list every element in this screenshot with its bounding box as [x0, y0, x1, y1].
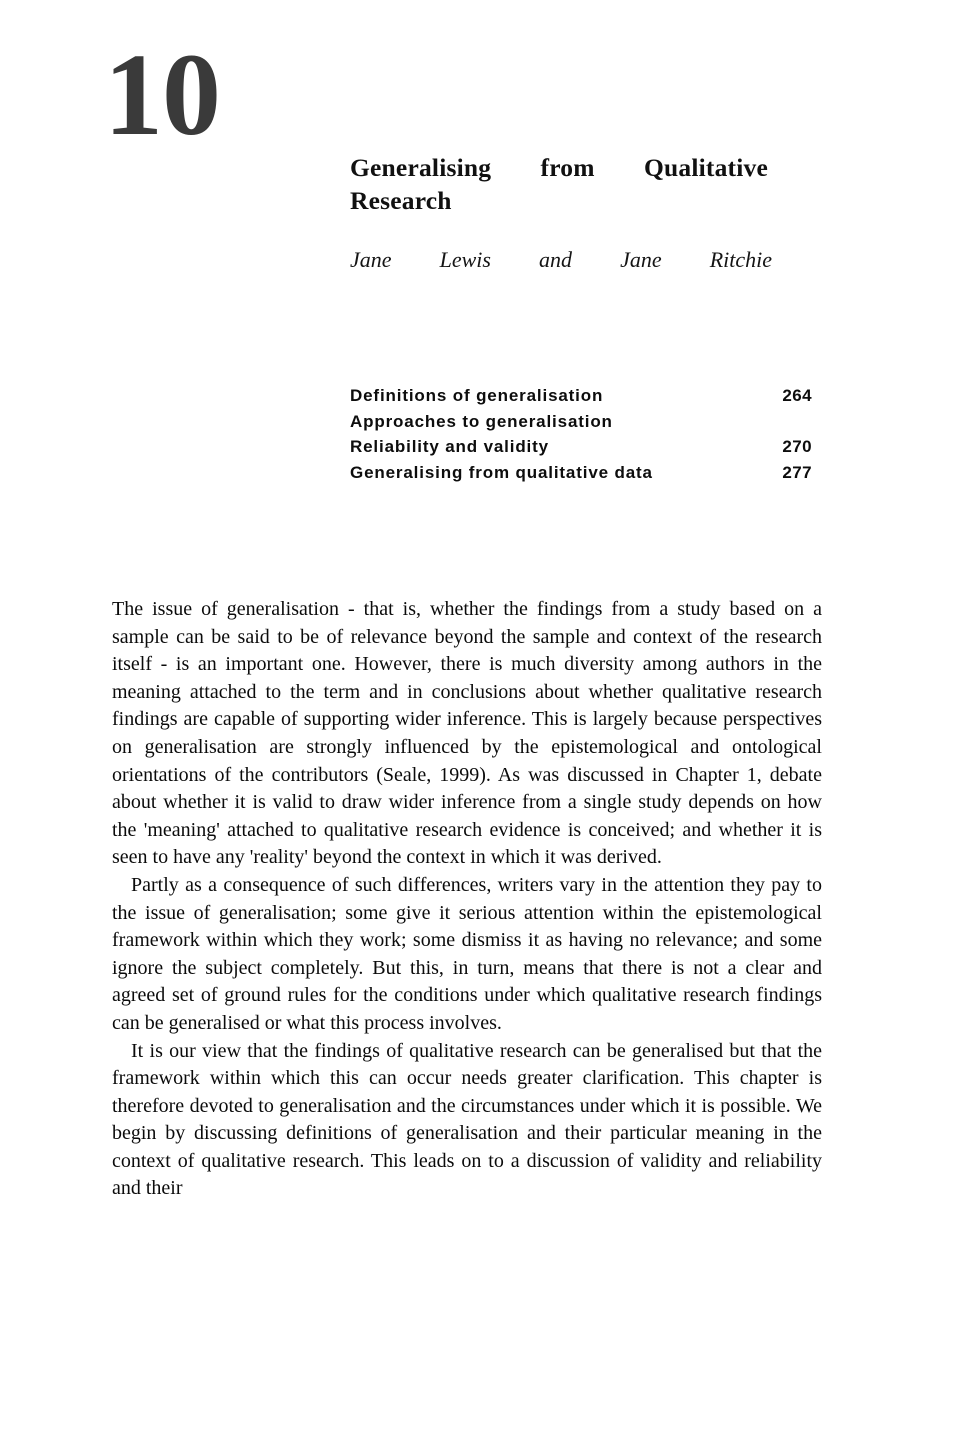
contents-row-label: Definitions of generalisation: [350, 386, 604, 405]
body-paragraph: Partly as a consequence of such differences, writers vary in the attention they pay to the issue of generalisation; some give it serious attention within the epistemological framework within which they work; some dismiss it as having no relevance; and some ignore the subject completely. But this, in turn, means that there is not a clear and agreed set of ground rules for the conditions under which qualitative research findings can be generalised or what this process involves.: [112, 873, 822, 1034]
contents-row-label: Generalising from qualitative data: [350, 462, 653, 482]
contents-row[interactable]: [350, 386, 812, 412]
contents-row-page: 277: [782, 462, 812, 482]
chapter-contents-list: [350, 386, 812, 488]
contents-row[interactable]: [350, 412, 812, 438]
contents-row-label: Reliability and validity: [350, 437, 549, 456]
contents-row[interactable]: [350, 463, 812, 489]
contents-row[interactable]: [350, 437, 812, 463]
contents-row-page: 264: [782, 386, 812, 405]
chapter-number: 10: [104, 29, 220, 160]
contents-row-page: 270: [782, 437, 812, 456]
body-paragraph: The issue of generalisation - that is, whether the findings from a study based on a sample can be said to be of relevance beyond the sample and context of the research itself - is an important one. However, there is much diversity among authors in the meaning attached to the term and in conclusions about whether qualitative research findings are capable of supporting wider inference. This is largely because perspectives on generalisation are strongly influenced by the epistemological and ontological orientations of the contributors (Seale, 1999). As was discussed in Chapter 1, debate about whether it is valid to draw wider inference from a single study depends on how the 'meaning' attached to qualitative research evidence is conceived; and whether it is seen to have any 'reality' beyond the context in which it was derived.: [112, 598, 822, 869]
body-text-block: [112, 596, 822, 1203]
chapter-title: Generalising from Qualitative Research: [350, 153, 768, 216]
contents-row-label: Approaches to generalisation: [350, 411, 613, 431]
body-paragraph: It is our view that the findings of qualitative research can be generalised but that the framework within which this can occur needs greater clarification. This chapter is therefore devoted to generalisation and the circumstances under which it is possible. We begin by discussing definitions of generalisation and their particular meaning in the context of qualitative research. This leads on to a discussion of validity and reliability and their: [112, 1039, 822, 1200]
chapter-authors: Jane Lewis and Jane Ritchie: [350, 247, 772, 272]
